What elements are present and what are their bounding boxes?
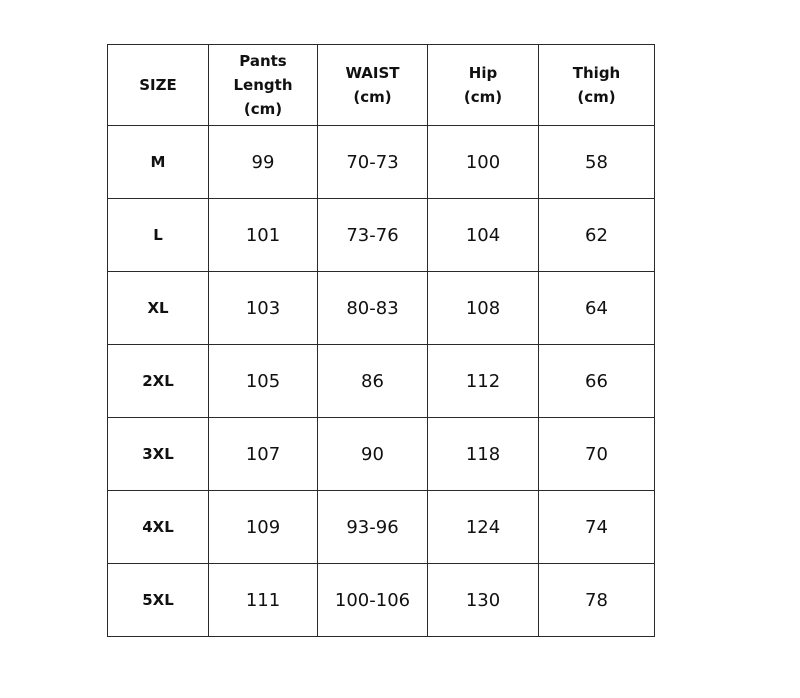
thigh-cell: 64 [539,272,655,345]
hip-cell: 112 [428,345,539,418]
header-waist: WAIST (cm) [318,45,428,126]
thigh-cell: 78 [539,564,655,637]
hip-cell: 130 [428,564,539,637]
thigh-cell: 70 [539,418,655,491]
pants-length-cell: 109 [209,491,318,564]
waist-cell: 90 [318,418,428,491]
thigh-cell: 74 [539,491,655,564]
hip-cell: 118 [428,418,539,491]
header-size: SIZE [108,45,209,126]
size-cell: L [108,199,209,272]
table-row [108,199,655,272]
size-cell: 3XL [108,418,209,491]
pants-length-cell: 101 [209,199,318,272]
table-row [108,564,655,637]
table-row [108,272,655,345]
table-row [108,491,655,564]
hip-cell: 108 [428,272,539,345]
table-row [108,345,655,418]
size-cell: M [108,126,209,199]
thigh-cell: 62 [539,199,655,272]
waist-cell: 100-106 [318,564,428,637]
pants-length-cell: 105 [209,345,318,418]
size-cell: 4XL [108,491,209,564]
pants-length-cell: 103 [209,272,318,345]
thigh-cell: 66 [539,345,655,418]
hip-cell: 100 [428,126,539,199]
waist-cell: 93-96 [318,491,428,564]
size-cell: 2XL [108,345,209,418]
size-cell: 5XL [108,564,209,637]
table-row [108,126,655,199]
header-thigh: Thigh (cm) [539,45,655,126]
pants-length-cell: 107 [209,418,318,491]
header-row [108,45,655,126]
pants-length-cell: 99 [209,126,318,199]
header-hip: Hip (cm) [428,45,539,126]
table-row [108,418,655,491]
waist-cell: 86 [318,345,428,418]
hip-cell: 124 [428,491,539,564]
size-cell: XL [108,272,209,345]
header-pants-length: Pants Length (cm) [209,45,318,126]
waist-cell: 70-73 [318,126,428,199]
waist-cell: 73-76 [318,199,428,272]
hip-cell: 104 [428,199,539,272]
waist-cell: 80-83 [318,272,428,345]
thigh-cell: 58 [539,126,655,199]
pants-length-cell: 111 [209,564,318,637]
size-chart-table [107,44,655,637]
